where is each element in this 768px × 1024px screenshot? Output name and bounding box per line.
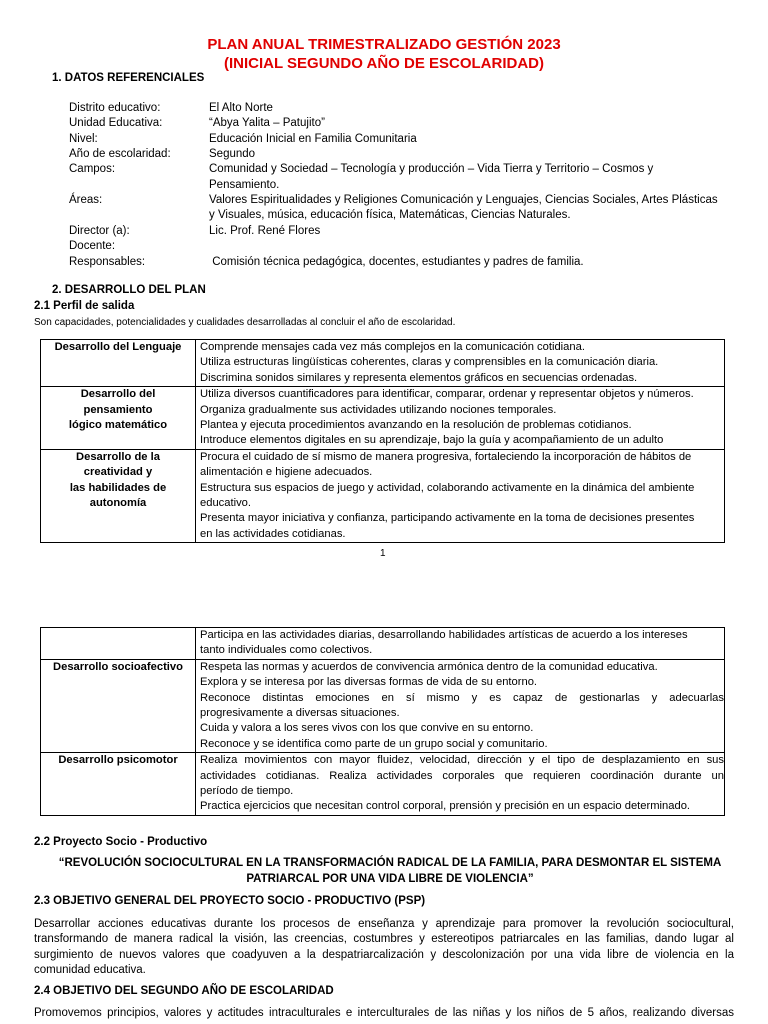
page-title: PLAN ANUAL TRIMESTRALIZADO GESTIÓN 2023 [207, 36, 561, 53]
description-cell: Procura el cuidado de sí mismo de manera progresiva, fortaleciendo la incorporación de hábitos de alimentación e higiene adecuados. Estructura sus espacios de juego y actividad, colaborando activamente en la dinámica del ambiente educativo. Presenta mayor iniciativa y confianza, participando activamente en la toma de decisiones presentes en las actividades cotidianas. [196, 449, 725, 542]
area-cell-lenguaje: Desarrollo del Lenguaje [41, 340, 196, 387]
perfil-table-part1 [40, 339, 725, 543]
page-number: 1 [380, 548, 386, 559]
label-director: Director (a): [69, 225, 130, 237]
label-ano: Año de escolaridad: [69, 148, 171, 160]
subheading-objetivo-segundo: 2.4 OBJETIVO DEL SEGUNDO AÑO DE ESCOLARIDAD [34, 985, 334, 997]
value-responsables: Comisión técnica pedagógica, docentes, estudiantes y padres de familia. [209, 256, 584, 268]
label-areas: Áreas: [69, 194, 103, 206]
objetivo-segundo-text: Promovemos principios, valores y actitudes intraculturales e interculturales de las niñas y los niños de 5 años, realizando diversas [34, 1007, 734, 1019]
area-cell-creatividad: Desarrollo de la creatividad y las habilidades de autonomía [41, 449, 196, 542]
subheading-proyecto: 2.2 Proyecto Socio - Productivo [34, 836, 208, 848]
value-campos: Comunidad y Sociedad – Tecnología y producción – Vida Tierra y Territorio – Cosmos y [209, 163, 654, 175]
label-unidad: Unidad Educativa: [69, 117, 163, 129]
table-row [41, 753, 725, 816]
perfil-description: Son capacidades, potencialidades y cualidades desarrolladas al concluir el año de escolaridad. [34, 317, 456, 328]
description-cell: Comprende mensajes cada vez más complejos en la comunicación cotidiana. Utiliza estructuras lingüísticas coherentes, claras y comprensibles en la comunicación diaria. Discrimina sonidos similares y representa elementos gráficos en secuencias ordenadas. [196, 340, 725, 387]
perfil-table-part2 [40, 627, 725, 816]
subheading-perfil: 2.1 Perfil de salida [34, 300, 135, 312]
label-docente: Docente: [69, 240, 116, 252]
area-cell-psicomotor: Desarrollo psicomotor [41, 753, 196, 816]
area-cell-socioafectivo: Desarrollo socioafectivo [41, 659, 196, 752]
label-distrito: Distrito educativo: [69, 102, 161, 114]
table-row [41, 628, 725, 660]
description-cell: Realiza movimientos con mayor fluidez, velocidad, dirección y el tipo de desplazamiento en sus actividades cotidianas. Realiza actividades corporales que requieren coordinación durante un período de tiempo. Practica ejercicios que necesitan control corporal, prensión y precisión en un espacio determinado. [196, 753, 725, 816]
description-cell: Participa en las actividades diarias, desarrollando habilidades artísticas de acuerdo a los intereses tanto individuales como colectivos. [196, 628, 725, 660]
objetivo-general-text: Desarrollar acciones educativas durante los procesos de enseñanza y aprendizaje para promover la revolución sociocultural, transformando de manera radical la visión, las creencias, costumbres y estereotipos patriarcales en las familias, dando lugar al surgimiento de nuevos valores que coadyuven a la despatriarcalización y descolonización por una vida libre de violencia en la comunidad educativa. [34, 918, 734, 977]
table-row [41, 449, 725, 542]
value-unidad: “Abya Yalita – Patujito” [209, 117, 325, 129]
value-areas-cont: y Visuales, música, educación física, Matemáticas, Ciencias Naturales. [209, 209, 571, 221]
value-ano: Segundo [209, 148, 256, 160]
page-subtitle: (INICIAL SEGUNDO AÑO DE ESCOLARIDAD) [223, 55, 544, 72]
value-campos-cont: Pensamiento. [209, 179, 280, 191]
table-row [41, 659, 725, 752]
section-heading-desarrollo: 2. DESARROLLO DEL PLAN [52, 284, 206, 296]
value-nivel: Educación Inicial en Familia Comunitaria [209, 133, 417, 145]
area-cell-continued [41, 628, 196, 660]
psp-title-line2: PATRIARCAL POR UNA VIDA LIBRE DE VIOLENCIA” [246, 873, 534, 885]
value-areas: Valores Espiritualidades y Religiones Comunicación y Lenguajes, Ciencias Sociales, Artes Plásticas [209, 194, 718, 206]
subheading-objetivo-general: 2.3 OBJETIVO GENERAL DEL PROYECTO SOCIO - PRODUCTIVO (PSP) [34, 895, 426, 907]
label-nivel: Nivel: [69, 133, 98, 145]
value-director: Lic. Prof. René Flores [209, 225, 321, 237]
area-cell-logico: Desarrollo del pensamiento lógico matemático [41, 387, 196, 450]
value-distrito: El Alto Norte [209, 102, 273, 114]
table-row [41, 387, 725, 450]
label-campos: Campos: [69, 163, 116, 175]
psp-title-line1: “REVOLUCIÓN SOCIOCULTURAL EN LA TRANSFORMACIÓN RADICAL DE LA FAMILIA, PARA DESMONTAR EL SISTEMA [58, 857, 722, 869]
table-row [41, 340, 725, 387]
description-cell: Utiliza diversos cuantificadores para identificar, comparar, ordenar y representar objetos y números. Organiza gradualmente sus actividades utilizando nociones temporales. Plantea y ejecuta procedimientos avanzando en la resolución de problemas cotidianos. Introduce elementos digitales en su aprendizaje, bajo la guía y acompañamiento de un adulto [196, 387, 725, 450]
label-responsables: Responsables: [69, 256, 146, 268]
description-cell: Respeta las normas y acuerdos de convivencia armónica dentro de la comunidad educativa. Explora y se interesa por las diversas formas de vida de su entorno. Reconoce distintas emociones en sí mismo y es capaz de gestionarlas y adecuarlas progresivamente a diversas situaciones. Cuida y valora a los seres vivos con los que convive en su entorno. Reconoce y se identifica como parte de un grupo social y comunitario. [196, 659, 725, 752]
section-heading-datos: 1. DATOS REFERENCIALES [52, 72, 205, 84]
